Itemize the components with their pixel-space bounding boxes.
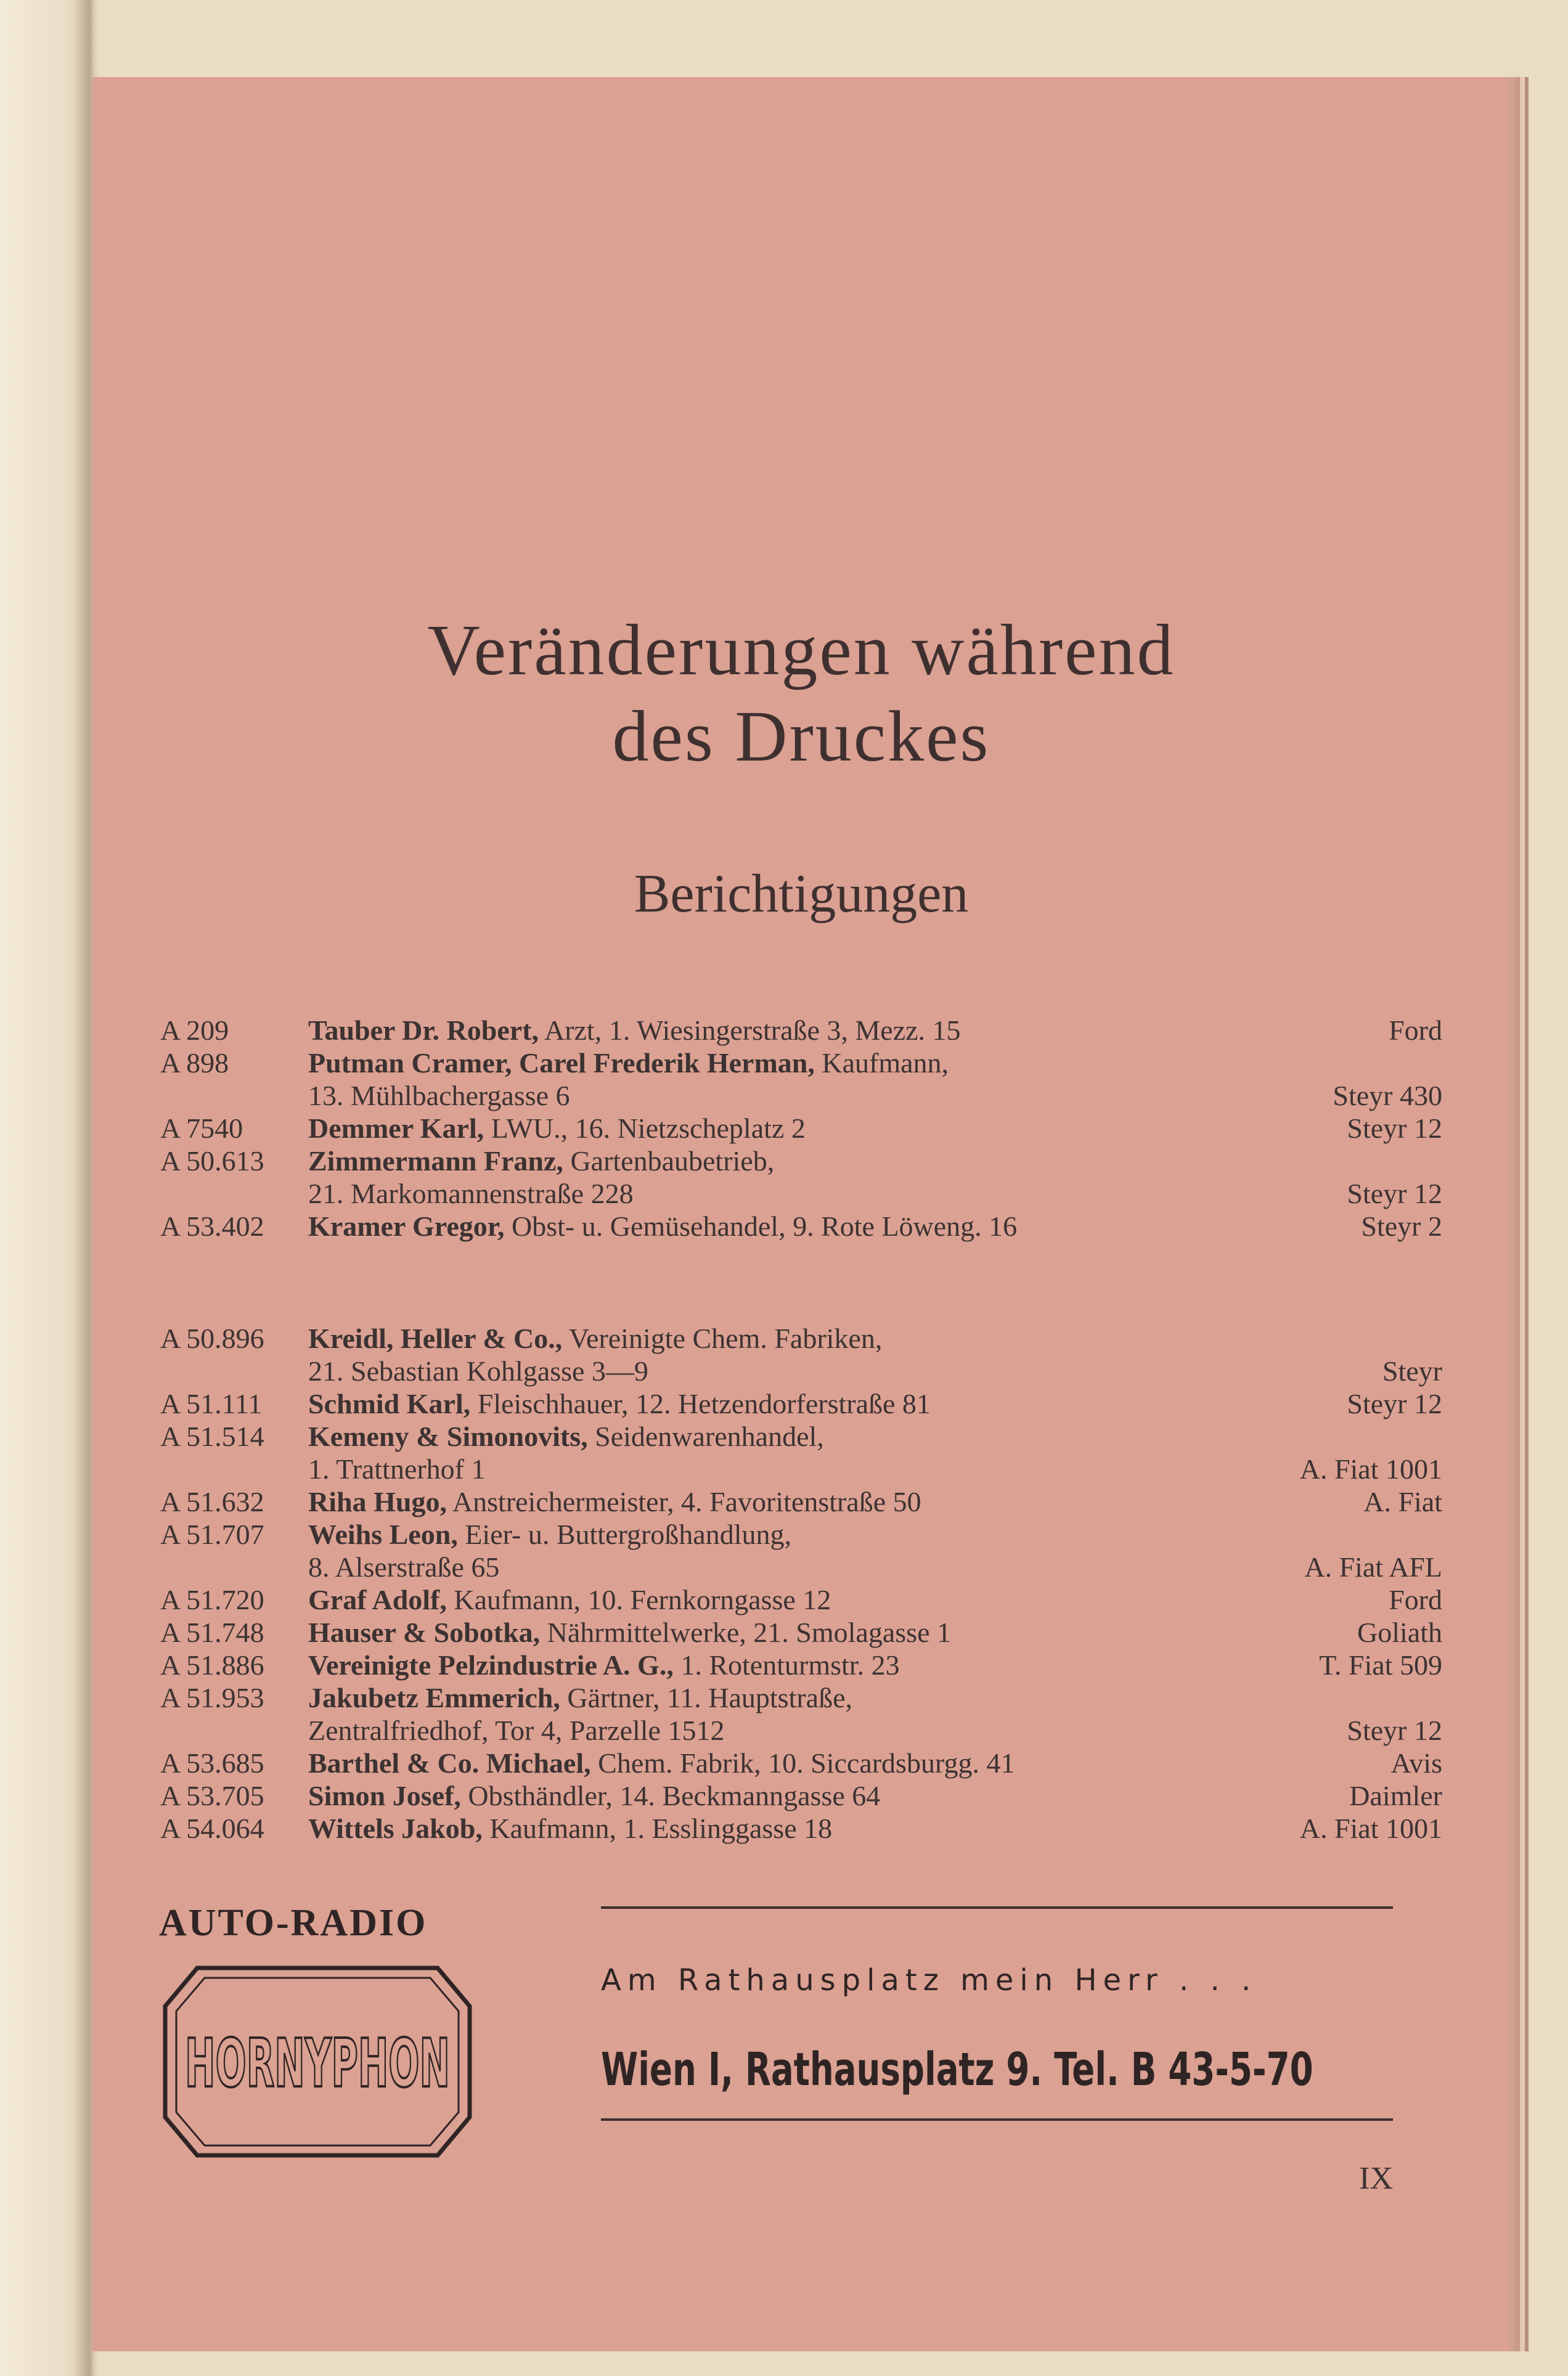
entry-line [308,1145,1442,1177]
corrections-list-1 [160,1014,1442,1243]
owner-name: Kreidl, Heller & Co., [308,1323,563,1354]
owner-name: Tauber Dr. Robert, [308,1014,539,1046]
book-page [92,77,1510,2351]
owner-name: Barthel & Co. Michael, [308,1747,591,1779]
entry-body [308,1420,1442,1485]
license-number: A 53.402 [160,1210,264,1242]
license-number: A 51.720 [160,1584,264,1615]
owner-name: Demmer Karl, [308,1112,484,1144]
car-make: Steyr 430 [1333,1080,1442,1111]
owner-name: Hauser & Sobotka, [308,1617,541,1648]
owner-details: Kaufmann, [822,1047,949,1079]
license-number: A 51.886 [160,1649,264,1681]
correction-entry [160,1485,1442,1518]
entry-line-text [308,1322,882,1355]
entry-line [308,1616,1442,1649]
ad-address: Wien I, Rathausplatz 9. Tel. B 43-5-70 [601,2043,1313,2096]
entry-body [308,1747,1442,1779]
entry-body [308,1518,1442,1583]
entry-line-text [308,1047,949,1079]
entry-body [308,1145,1442,1210]
car-make: T. Fiat 509 [1319,1649,1442,1681]
owner-details: Obst- u. Gemüsehandel, 9. Rote Löweng. 16 [512,1210,1018,1242]
entry-line-text [308,1812,832,1845]
entry-line-text [308,1177,634,1210]
car-make: A. Fiat 1001 [1299,1813,1442,1844]
owner-details: 1. Rotenturmstr. 23 [680,1649,900,1681]
license-number: A 50.896 [160,1323,264,1354]
correction-entry [160,1518,1442,1583]
car-make: Goliath [1357,1617,1442,1648]
owner-name: Vereinigte Pelzindustrie A. G., [308,1649,674,1681]
ad-brand-heading: AUTO-RADIO [159,1902,428,1944]
license-number: A 898 [160,1047,229,1079]
page-number: IX [1359,2161,1393,2196]
correction-entry [160,1616,1442,1649]
owner-details: 21. Sebastian Kohlgasse 3—9 [308,1355,648,1387]
owner-details: LWU., 16. Nietzscheplatz 2 [491,1112,806,1144]
page-title-line-2: des Druckes [612,696,990,777]
entry-line-text [308,1616,951,1649]
car-make: Avis [1390,1747,1442,1779]
owner-details: 13. Mühlbachergasse 6 [308,1080,570,1111]
owner-name: Putman Cramer, Carel Frederik Herman, [308,1047,815,1079]
owner-details: Kaufmann, 1. Esslinggasse 18 [489,1813,833,1844]
entry-line [308,1420,1442,1453]
entry-line [308,1649,1442,1681]
entry-line [308,1747,1442,1779]
correction-entry [160,1014,1442,1047]
entry-line [308,1779,1442,1812]
entry-line [308,1387,1442,1420]
ad-slogan: Am Rathausplatz mein Herr . . . [601,1963,1257,1998]
entry-line [308,1177,1442,1210]
correction-entry [160,1812,1442,1845]
entry-body [308,1485,1442,1518]
owner-details: Anstreichermeister, 4. Favoritenstraße 50 [452,1486,921,1517]
license-number: A 53.685 [160,1747,264,1779]
entry-line-text [308,1145,774,1177]
car-make: Ford [1389,1014,1442,1046]
entry-body [308,1583,1442,1616]
entry-line-text [308,1453,486,1485]
correction-entry [160,1583,1442,1616]
entry-line-text [308,1551,499,1583]
entry-body [308,1322,1442,1387]
correction-entry [160,1112,1442,1145]
owner-details: 1. Trattnerhof 1 [308,1453,486,1485]
car-make: Steyr 12 [1347,1715,1442,1746]
owner-details: Nährmittelwerke, 21. Smolagasse 1 [547,1617,951,1648]
car-make: Steyr 12 [1347,1178,1442,1209]
entry-line-text [308,1014,961,1047]
entry-line-text [308,1112,806,1145]
owner-details: Gartenbaubetrieb, [570,1145,775,1177]
car-make [1430,1145,1442,1177]
license-number: A 51.632 [160,1486,264,1517]
owner-name: Riha Hugo, [308,1486,447,1517]
entry-line [308,1485,1442,1518]
license-number: A 51.111 [160,1388,263,1419]
license-number: A 50.613 [160,1145,264,1177]
entry-line-text [308,1714,724,1747]
entry-line [308,1210,1442,1243]
entry-body [308,1812,1442,1845]
ad-divider-top [601,1906,1393,1909]
owner-name: Graf Adolf, [308,1584,447,1615]
entry-line-text [308,1387,931,1420]
owner-name: Jakubetz Emmerich, [308,1682,560,1713]
correction-entry [160,1747,1442,1779]
car-make: Steyr 12 [1347,1112,1442,1144]
correction-entry [160,1145,1442,1210]
owner-details: Gärtner, 11. Hauptstraße, [567,1682,853,1713]
entry-line-text [308,1485,921,1518]
ad-divider-bottom [601,2118,1393,2121]
entry-line [308,1079,1442,1112]
car-make: Daimler [1349,1780,1442,1811]
entry-line [308,1518,1442,1551]
page-title-line-1: Veränderungen während [427,610,1175,690]
entry-line [308,1453,1442,1485]
entry-body [308,1616,1442,1649]
correction-entry [160,1649,1442,1681]
entry-line [308,1681,1442,1714]
entry-body [308,1387,1442,1420]
car-make: A. Fiat 1001 [1299,1453,1442,1485]
license-number: A 53.705 [160,1780,264,1811]
car-make: Steyr 2 [1361,1210,1442,1242]
entry-line [308,1355,1442,1387]
entry-line [308,1047,1442,1079]
section-subtitle: Berichtigungen [634,864,969,924]
entry-line-text [308,1649,900,1681]
entry-line-text [308,1583,831,1616]
entry-line [308,1112,1442,1145]
owner-name: Kemeny & Simonovits, [308,1421,588,1452]
owner-name: Schmid Karl, [308,1388,471,1419]
owner-name: Kramer Gregor, [308,1210,505,1242]
car-make: A. Fiat AFL [1304,1551,1442,1583]
owner-details: 21. Markomannenstraße 228 [308,1178,634,1209]
entry-line [308,1714,1442,1747]
hornyphon-logo [160,1963,475,2160]
car-make [1430,1420,1442,1453]
license-number: A 51.748 [160,1617,264,1648]
entry-line-text [308,1355,648,1387]
correction-entry [160,1420,1442,1485]
car-make [1430,1518,1442,1551]
owner-details: Zentralfriedhof, Tor 4, Parzelle 1512 [308,1715,725,1746]
owner-details: Vereinigte Chem. Fabriken, [568,1323,883,1354]
entry-line-text [308,1779,880,1812]
entry-body [308,1649,1442,1681]
owner-name: Zimmermann Franz, [308,1145,563,1177]
entry-line [308,1812,1442,1845]
entry-line-text [308,1518,791,1551]
entry-line [308,1014,1442,1047]
entry-body [308,1779,1442,1812]
car-make [1430,1322,1442,1355]
license-number: A 51.707 [160,1519,264,1550]
entry-line-text [308,1420,824,1453]
car-make: Steyr [1382,1355,1442,1387]
correction-entry [160,1322,1442,1387]
entry-line [308,1583,1442,1616]
correction-entry [160,1681,1442,1747]
owner-details: 8. Alserstraße 65 [308,1551,500,1583]
car-make [1430,1047,1442,1079]
license-number: A 51.514 [160,1421,264,1452]
owner-details: Arzt, 1. Wiesingerstraße 3, Mezz. 15 [544,1014,961,1046]
correction-entry [160,1210,1442,1243]
license-number: A 54.064 [160,1813,264,1844]
entry-body [308,1681,1442,1747]
entry-line [308,1551,1442,1583]
entry-line-text [308,1210,1017,1243]
correction-entry [160,1387,1442,1420]
car-make: A. Fiat [1363,1486,1442,1517]
owner-details: Seidenwarenhandel, [595,1421,824,1452]
corrections-list-2 [160,1322,1442,1845]
correction-entry [160,1047,1442,1112]
license-number: A 7540 [160,1112,243,1144]
owner-name: Simon Josef, [308,1780,461,1811]
entry-line-text [308,1747,1015,1779]
entry-body [308,1210,1442,1243]
owner-details: Obsthändler, 14. Beckmanngasse 64 [468,1780,881,1811]
owner-details: Eier- u. Buttergroßhandlung, [465,1519,792,1550]
entry-body [308,1047,1442,1112]
license-number: A 51.953 [160,1682,264,1713]
owner-name: Wittels Jakob, [308,1813,483,1844]
logo-text: HORNYPHON [185,2025,450,2102]
entry-body [308,1014,1442,1047]
entry-line-text [308,1681,852,1714]
owner-details: Chem. Fabrik, 10. Siccardsburgg. 41 [598,1747,1015,1779]
entry-line [308,1322,1442,1355]
car-make [1430,1681,1442,1714]
car-make: Steyr 12 [1347,1388,1442,1419]
owner-details: Fleischhauer, 12. Hetzendorferstraße 81 [477,1388,931,1419]
owner-name: Weihs Leon, [308,1519,458,1550]
entry-line-text [308,1079,570,1112]
entry-body [308,1112,1442,1145]
license-number: A 209 [160,1014,229,1046]
car-make: Ford [1389,1584,1442,1615]
correction-entry [160,1779,1442,1812]
owner-details: Kaufmann, 10. Fernkorngasse 12 [454,1584,831,1615]
